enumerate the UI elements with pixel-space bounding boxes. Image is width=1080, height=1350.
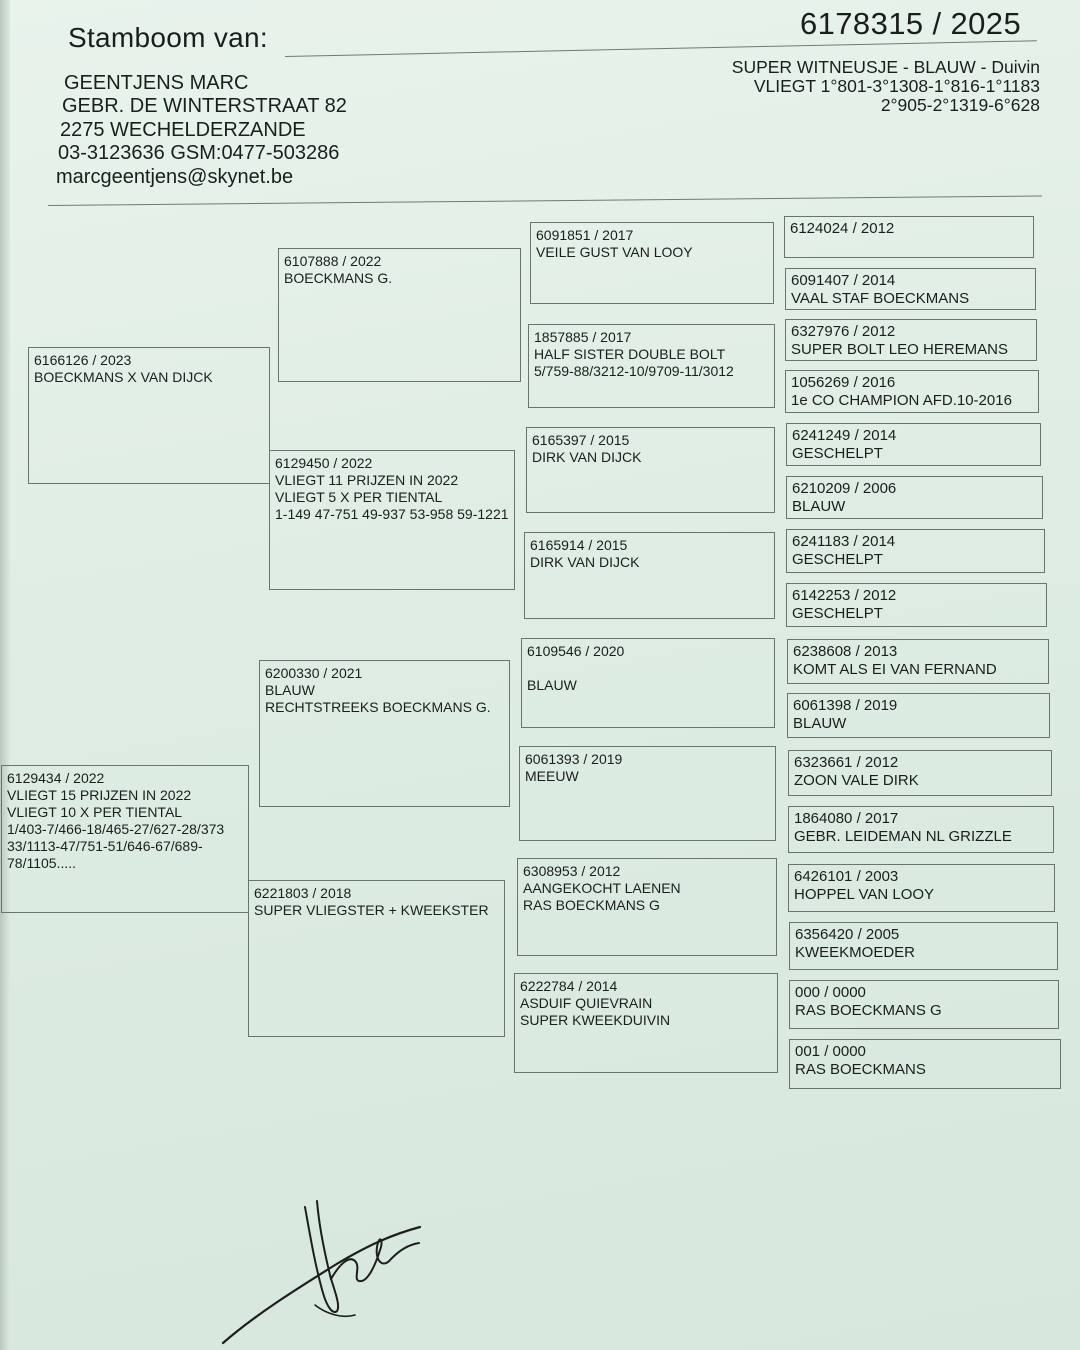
pigeon-note: ASDUIF QUIEVRAIN	[520, 995, 653, 1011]
pigeon-note: SUPER KWEEKDUIVIN	[520, 1012, 671, 1028]
page-title: Stamboom van:	[68, 22, 268, 53]
pigeon-note: VEILE GUST VAN LOOY	[536, 244, 693, 260]
pigeon-note: KOMT ALS EI VAN FERNAND	[793, 661, 997, 678]
pigeon-note	[527, 660, 769, 677]
pedigree-great-grandparent	[519, 746, 776, 841]
bird-name-line: SUPER WITNEUSJE - BLAUW - Duivin	[731, 57, 1040, 77]
ring-number: 001 / 0000	[795, 1043, 866, 1060]
owner-street: GEBR. DE WINTERSTRAAT 82	[62, 95, 347, 117]
pedigree-great-great-grandparent	[787, 639, 1049, 684]
pigeon-note: VAAL STAF BOECKMANS	[791, 290, 970, 307]
owner-name: GEENTJENS MARC	[64, 72, 249, 94]
ring-number: 6124024 / 2012	[790, 220, 895, 237]
pigeon-note: AANGEKOCHT LAENEN	[523, 880, 681, 896]
pedigree-parent-mother	[1, 765, 249, 913]
pigeon-note: BOECKMANS X VAN DIJCK	[34, 369, 213, 385]
ring-number: 1056269 / 2016	[791, 374, 896, 391]
pigeon-note: VLIEGT 10 X PER TIENTAL	[7, 804, 183, 820]
pigeon-note: RAS BOECKMANS	[795, 1061, 926, 1078]
pedigree-great-great-grandparent	[788, 864, 1055, 912]
bird-info	[732, 58, 1040, 115]
pigeon-note: BLAUW	[527, 677, 577, 693]
pedigree-great-grandparent	[530, 222, 774, 304]
ring-number: 6238608 / 2013	[793, 643, 898, 660]
pigeon-note: 1/403-7/466-18/465-27/627-28/373	[7, 821, 225, 837]
ring-number: 6323661 / 2012	[794, 754, 899, 771]
owner-email: marcgeentjens@skynet.be	[56, 166, 294, 188]
pedigree-great-great-grandparent	[785, 370, 1039, 413]
pigeon-note: GESCHELPT	[792, 551, 883, 568]
pigeon-note: BLAUW	[793, 715, 847, 732]
pigeon-note: RAS BOECKMANS G	[523, 897, 660, 913]
handwritten-signature	[215, 1195, 435, 1345]
pedigree-great-great-grandparent	[789, 922, 1058, 970]
pigeon-note: ZOON VALE DIRK	[794, 772, 919, 789]
ring-number: 6165397 / 2015	[532, 432, 630, 448]
pedigree-great-great-grandparent	[789, 980, 1059, 1029]
ring-number: 6061398 / 2019	[793, 697, 898, 714]
pigeon-note: KWEEKMOEDER	[795, 944, 916, 961]
pedigree-great-great-grandparent	[788, 806, 1054, 853]
paper-edge	[0, 0, 10, 1350]
pedigree-great-grandparent	[521, 638, 775, 728]
pedigree-great-great-grandparent	[786, 423, 1041, 466]
pedigree-great-great-grandparent	[785, 268, 1036, 310]
pigeon-note: GESCHELPT	[792, 445, 883, 462]
pedigree-great-grandparent	[526, 427, 775, 513]
header-divider	[285, 40, 1037, 57]
ring-number: 6061393 / 2019	[525, 751, 623, 767]
pedigree-grandparent	[259, 660, 510, 807]
ring-number: 1857885 / 2017	[534, 329, 632, 345]
ring-number: 6166126 / 2023	[34, 352, 132, 368]
pigeon-note: BOECKMANS G.	[284, 270, 393, 286]
ring-number: 6129450 / 2022	[275, 455, 373, 471]
owner-city: 2275 WECHELDERZANDE	[60, 119, 306, 141]
ring-number: 6327976 / 2012	[791, 323, 896, 340]
pedigree-great-great-grandparent	[787, 693, 1050, 738]
pedigree-parent-father	[28, 347, 270, 484]
ring-number: 6241183 / 2014	[792, 533, 896, 550]
pigeon-note: BLAUW	[792, 498, 846, 515]
ring-number: 6165914 / 2015	[530, 537, 628, 553]
pedigree-great-grandparent	[517, 858, 777, 956]
section-divider	[48, 195, 1042, 206]
pigeon-note: 78/1105.....	[7, 855, 77, 871]
pedigree-great-grandparent	[524, 532, 775, 619]
pedigree-great-great-grandparent	[786, 583, 1047, 627]
ring-number: 6129434 / 2022	[7, 770, 105, 786]
pigeon-note: SUPER BOLT LEO HEREMANS	[791, 341, 1009, 358]
pigeon-note: RAS BOECKMANS G	[795, 1002, 942, 1019]
pigeon-note: 33/1113-47/751-51/646-67/689-	[7, 838, 203, 854]
pigeon-note: 1-149 47-751 49-937 53-958 59-1221	[275, 506, 509, 522]
pedigree-grandparent	[248, 880, 505, 1037]
ring-number: 6241249 / 2014	[792, 427, 897, 444]
ring-number: 6308953 / 2012	[523, 863, 621, 879]
ring-number: 6107888 / 2022	[284, 253, 382, 269]
pigeon-note: 5/759-88/3212-10/9709-11/3012	[534, 363, 734, 379]
bird-results-line-2: 2°905-2°1319-6°628	[880, 95, 1040, 115]
pigeon-note: HALF SISTER DOUBLE BOLT	[534, 346, 726, 362]
ring-number: 6091407 / 2014	[791, 272, 896, 289]
pedigree-great-great-grandparent	[784, 216, 1034, 258]
ring-number: 6200330 / 2021	[265, 665, 363, 681]
ring-number: 6221803 / 2018	[254, 885, 352, 901]
ring-number: 6091851 / 2017	[536, 227, 634, 243]
pigeon-note: BLAUW	[265, 682, 315, 698]
pedigree-ring-number: 6178315 / 2025	[800, 6, 1022, 41]
owner-phone: 03-3123636 GSM:0477-503286	[58, 142, 340, 164]
ring-number: 6222784 / 2014	[520, 978, 618, 994]
ring-number: 6142253 / 2012	[792, 587, 897, 604]
pigeon-note: MEEUW	[525, 768, 579, 784]
ring-number: 6356420 / 2005	[795, 926, 900, 943]
pigeon-note: DIRK VAN DIJCK	[530, 554, 640, 570]
pedigree-great-grandparent	[528, 324, 775, 408]
pigeon-note: VLIEGT 15 PRIJZEN IN 2022	[7, 787, 192, 803]
pigeon-note: HOPPEL VAN LOOY	[794, 886, 935, 903]
pedigree-great-grandparent	[514, 973, 778, 1073]
pigeon-note	[790, 238, 1028, 256]
pigeon-note: GESCHELPT	[792, 605, 883, 622]
pedigree-great-great-grandparent	[788, 750, 1052, 796]
ring-number: 6210209 / 2006	[792, 480, 897, 497]
ring-number: 1864080 / 2017	[794, 810, 899, 827]
pigeon-note: VLIEGT 5 X PER TIENTAL	[275, 489, 443, 505]
pigeon-note: GEBR. LEIDEMAN NL GRIZZLE	[794, 828, 1012, 845]
pigeon-note: 1e CO CHAMPION AFD.10-2016	[791, 392, 1012, 409]
pedigree-great-great-grandparent	[785, 319, 1037, 361]
ring-number: 6426101 / 2003	[794, 868, 899, 885]
pigeon-note: SUPER VLIEGSTER + KWEEKSTER	[254, 902, 489, 918]
bird-results-line-1: VLIEGT 1°801-3°1308-1°816-1°1183	[753, 76, 1040, 96]
pedigree-great-great-grandparent	[786, 476, 1043, 519]
ring-number: 6109546 / 2020	[527, 643, 625, 659]
pigeon-note: RECHTSTREEKS BOECKMANS G.	[265, 699, 491, 715]
pedigree-grandparent	[269, 450, 515, 590]
ring-number: 000 / 0000	[795, 984, 866, 1001]
pedigree-great-great-grandparent	[789, 1039, 1061, 1089]
pigeon-note: DIRK VAN DIJCK	[532, 449, 642, 465]
pedigree-great-great-grandparent	[786, 529, 1045, 573]
pedigree-grandparent	[278, 248, 521, 382]
pigeon-note: VLIEGT 11 PRIJZEN IN 2022	[275, 472, 459, 488]
